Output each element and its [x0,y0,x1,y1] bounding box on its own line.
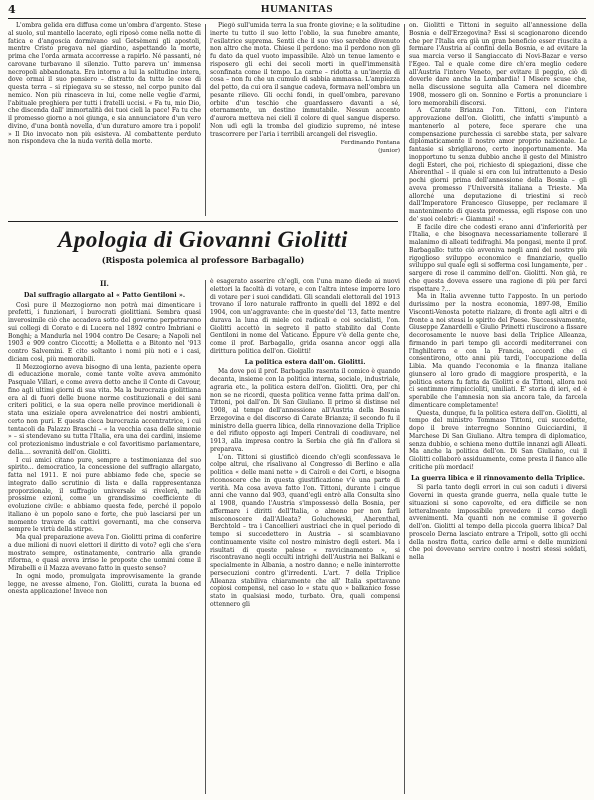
signature-note: (junior) [378,148,400,154]
paragraph: In ogni modo, promulgata improvvisamente la grande legge, ne avesse almeno, l'on. Giolitti, curata la buona ed onesta applicazione! Invece non [8,572,201,596]
paragraph: Ma dove poi il prof. Barbagallo rasenta il comico è quando decanta, insieme con la politica interna, sociale, industriale, agraria etc., la politica estera dell'on. Giolitti. Ora, per chi non se ne ricordi, questa politica venne fatta prima dall'on. Tittoni, poi dall'on. Di San Giuliano. Il primo si distinse nel 1908, al tempo dell'annessione all'Austria della Bosnia Erzegovina e del discorso di Carate Brianza; il secondo fu il ministro della guerra libica, della rinnovazione della Triplice e del rifiuto opposto agi Imperi Centrali di coadiuvare, nel 1913, alla impresa contro la Serbia che già fin d'allora si preparava. [210,368,400,453]
paragraph: Si parla tanto degli errori in cui son caduti i diversi Governi in questa grande guerra, nella quale tutte le situazioni si sono capovolte, ed era difficile se non letteralmente impossibile prevedere il corso degli avvenimenti. Ma quanti non ne commise il governo dell'on. Giolitti al tempo della piccola guerra libica? Dal proscelo Derna lasciato entrare a Tripoli, sotto gli occhi della nostra flotta, carico delle armi e delle munizioni che poi dovevano servire contro i nostri stessi soldati, nella [409,484,587,561]
paragraph: è esagerato asserire ch'egli, con l'una mano diede ai nuovi elettori la facoltà di votare, e con l'altra intese imporre loro di votare per i suoi candidati. Gli scandali elettorali del 1913 trovano il loro naturale raffronto in quelli del 1892 e del 1904, con un'aggravante: che in queste'del '13, fatte mentre durava la luna di miele coi radicali e coi socialisti, l'on. Giolitti accettò in segreto il patto stabilito dal Conte Gentiloni in nome del Vaticano. Eppure v'è della gente che, come il prof. Barbagallo, grida osanna ancor oggi alla dirittura politica dell'on. Giolitti! [210,278,400,355]
article-subtitle: (Risposta polemica al professore Barbagallo) [101,255,305,265]
paragraph: Il Mezzogiorno aveva bisogno di una lenta, paziente opera di educazione morale, come tante volte aveva ammonito Pasquale Villari, e come aveva detto anche il Conte di Cavour, fino agli ultimi giorni di sua vita. Ma la burocrazia giolittiana era al di fuori delle buone norme costituzionali e dei sani criteri politici, e la sua opera nelle province meridionali è stata una esiziale opera avvelenatrice dei nostri ambienti, certo non puri. E questa cieca burocrazia accentratrice, i cui tentacoli da Palazzo Braschi – « la vecchia casa delle simonie » – si stendevano su tutta l'Italia, era una dei cardini, insieme col protezionismo industriale e col favoritismo parlamentare, della.... sovranità dell'on. Giolitti. [8,363,201,456]
vertical-divider-article [205,280,206,794]
paragraph: A Carate Brianza l'on. Tittoni, con l'intera approvazione dell'on. Giolitti, che infatti s'impuntò a mantenerlo al potere, fece sperare che una compensazione purchessia ci sarebbe stata, per salvare diplomaticamente il nostro amor proprio nazionale. Le fantasie si sbrigliarono, certo inopportunamente. Ma inopportuno tu senza dubbio anche il gesto del Ministro degli Esteri, che poi, richiesto di spiegazioni, disse che Aherenthal – il quale si era con lui intrattenuto a Desio pochi giorni prima dell'annessione della Bosnia – gli aveva promesso l'Università italiana a Trieste. Ma allorché una deputazione di triestini si recò dall'Imperatore Francesco Giuseppe, per reclamare il mantenimento di questa promessa, egli rispose con uno de' suoi celebri: « Giammai! ». [409,107,587,223]
article-title: Apologia di Giovanni Giolitti [58,227,348,252]
signature: Ferdinando Fontana [340,140,400,147]
section-heading: Dal suffragio allargato al « Patto Gentiloni ». [23,290,186,299]
article-col-3 [409,22,587,796]
title-band-rule [8,221,398,222]
paragraph: Così pure il Mezzogiorno non potrà mai dimenticare i prefetti, i funzionari, i burocrati giolittiani. Sembra quasi inverosimile ciò che accadeva sotto del governo perpetrarono sui collegi di Corato e di Lucera nel 1892 contro Imbriani e Bonghi; a Mandurla nel 1904 contro De Cesare; a Napoli nel 1903 e 909 contro Ciccotti; a Molletta e a Bitonto nel '913 contro Salvemini. E cito soltanto i nomi più noti e i casi, diciam così, più memorabili. [8,301,201,363]
paragraph: Ma in Italia avvenne tutto l'apposto. In un periodo durissimo per la nostra economia, 1897-98, Emilio Visconti-Venosta potette rialzare, di fronte agli altri e di fronte a noi stessi lo spirito del Paese. Successivamente, Giuseppe Zanardelli e Giulio Prinetti riuscirono a fissare decorosamente le nuove basi della Triplice Alleanza, firmando in pari tempo gli accordi mediterranei con l'Inghilterra e con la Francia, accordi che ci consentirono, otto anni più tardi, l'occupazione della Libia. Ma quando l'economia e la finanza italiane giunsero al loro grado di maggiore prosperità, e la politica estera fu fatta da Giolitti e da Tittoni, allora noi ci sentimmo rimpiccioliti, umiliati. E' storia di ieri, ed è sperabile che l'amnesia non sia ancora tale, da farcela dimenticare completamente! [409,293,587,409]
paragraph: on. Giolitti e Tittoni in seguito all'annessione della Bosnia e dell'Erzegovina? Essi si scagionarono dicendo che per l'Italia era già un gran beneficio esser riuscita a fermare l'Austria ai confini della Bosnia, e ad evitare la sua marcia verso il Sangiaccato di Novi-Bazar e verso l'Egeo. Tal e quale come dire ch'era meglio cedere all'Austria l'intero Veneto, per evitare il peggio, ciò di doverle dare anche la Lombardia! I Misere scuse che, nella discussione seguita alla Camera nel dicembre 1908, mossero gli on. Sonnino e Fortis a pronunciare i loro memorabili discorsi. [409,22,587,107]
article-col-2 [210,278,400,796]
page-number: 4 [8,3,16,16]
top-col-1 [8,22,201,214]
paragraph: L'ombra gelida era diffusa come un'ombra d'argento. Stese al suolo, sul mantello lacerato, egli riposò come nella notte di fatica e d'angoscia dormivano sul Getsèmeni gli apostoli, mentre Cristo pregava nel giardino, aspettando la morte, prima che l'orda armata accorresse a rapirlo. Né passanti, né carovane turbavano il silenzio. Tutto pareva un' immensa necropoli abbandonata. Era intorno a lui la solitudine intera, dove ormai il suo pensiero – distratto da tutte le cose di questa terra – si ripiegava su se stesso, nel corpo punito dal nemico. Non più rinasceva in lui, come nelle veglie d'armi, l'abituale preghiera per tutti i fratelli uccisi. « Fa tu, mio Dio, che discenda dall' immortalità dei tuoi cieli la pace! Fa tu che il promesso giorno a noi giunga, e sia annunciatore d'un vero divino, d'una bontà novella, d'un duraturo amore tra i popoli! » Il Dio invocato non più esisteva. Al combattente perduto non rispondeva che la nuda verità della morte. [8,22,201,146]
vertical-divider-top [205,24,206,216]
title-band [8,225,398,273]
paragraph: E facile dire che codesti erano anni d'inferiorità per l'Italia, e che bisognava necessariamente tollerare il malanimo di alleati tedifraghi. Ma pongasi, mente il prof. Barbagallo: tutto ciò avveniva negli anni del nostro più rigoglioso sviluppo economico e finanziario, quello sviluppo sul quale egli si sofferma così lungamente, per . sargere di rose il cammino dell'on. Giolitti. Non già, re che questa doveva essere una ragione di più per farci rispettare ?... [409,223,587,293]
masthead: HUMANITAS [260,3,334,15]
top-rule [8,18,586,19]
paragraph: L'on. Tittoni si giustificò dicendo ch'egli sconfessava le colpe altrui, che risalivano al Congresso di Berlino e alla politica « delle mani nette » di Cairoli e dei Corti, e bisogna riconoscere che in questa giustificazione v'è una parte di verità. Ma cosa aveva fatto l'on. Tittoni, durante i cinque anni che vanno dal 903, quand'egli entrò alla Consulta sino al 1908, quando l'Austria s'impossessò della Bosnia, per affermare i diritti dell'Italia, o almeno per non farli misconoscere dall'Alleata? Goluchowski, Aherenthal, Berchtold – tra i Cancellieri austriaci che in quel periodo di tempo si succedettero in Austria – si scambiavano continuamente visite col nostro ministro degli esteri. Ma i risultati di queste palese « ravvicinamento », si riscontravano negli occulti intrighi dell'Austria nei Balkani e specialmente in Albania, a nostro danno; e nelle ininterrotte persecuzioni contro gl'irredenti. L'art. 7 della Triplice Alleanza stabiliva chiaramente che all' Italia spettavano copiosi compensi, nel caso lo « statu quo » balkanico fosse stato in qualsiasi modo, turbato. Ora, quali compensi ottennero gli [210,453,400,608]
section-number: II. [100,279,109,288]
section-heading: La guerra libica e il rinnovamento della Triplice. [411,473,585,482]
paragraph: Questa, dunque, fu la politica estera dell'on. Giolitti, al tempo del ministro Tommaso Tittoni, cui succedette, dopo il breve interregno Sonnino Guicciardini, il Marchese Di San Giuliano. Altra tempra di diplomatico, senza dubbio, e schiena meno duttile innanzi agli Alleati. Ma anche la politica dell'on. Di San Giuliano, cui il Giolitti collaborò assiduamente, come presta il fianco alle critiche più mordaci! [409,409,587,471]
section-heading: La politica estera dall'on. Giolitti. [244,357,366,366]
paragraph: Piegò sull'umida terra la sua fronte giovine; e la solitudine inerte tu tutto il suo letto l'oblio, la sua funebre amante, l'esilatrice suprema. Sentii che il suo viso sarebbe divenuto non altro che mota. Chiese il perdono: ma il perdono non gli fu dato da quel vuoto impassibile. Alzò un tenue lamento e risposero gli echi dei secoli morti in quell'immensità sconfinata come il tempo. La carne – ridotta a un'inerzia di cosa – non fu che un cumulo di sabbia ammassa. L'ampiezza del petto, da cui ora il sangue cadeva, formava nell'ombra un pesante rilievo. Gli occhi fondi, in quell'ombra, parevano orbite d'un teschio che guardassero davanti a sé, eternamente, un destino immutabile. Nessun accento d'aurora metteva nei cieli il colore di quel sangue disperso. Non udì egli la tromba del giudizio supremo, né intese trascorrere per l'aria i terribili arcangeli del risveglio. [210,22,400,138]
top-col-2 [210,22,400,222]
vertical-divider-right [404,24,405,794]
article-col-1 [8,278,201,796]
paragraph: Ma qual preparazione aveva l'on. Giolitti prima di conferire a due milioni di nuovi elettori il diritto di voto? egli che s'era mostrato sempre, ostinatamente, contrario alla grande riforma, e quasi aveva irriso le proposte che uomini come il Mirabelli e il Mazza avevano fatto in questo senso? [8,534,201,572]
paragraph: I cui amici citano pure, sempre a testimonianza del suo spirito... democratico, la concessione del suffragio allargato, fatta nel 1911. E noi pure abbiamo fede che, specie se integrato dallo scrutinio di lista e dalla rappresentanza proporzionale, il suffragio universale si rivelerà, nelle prossime ezioni, come un grandissimo coefficiente di evoluzione civile: e abbiamo questa fede, perché il popolo italiano è un popolo sano e forte, che può lasciarsi per un momento travare da cattivi governanti, ma che conserva sempre le virtù della stirpe. [8,456,201,534]
